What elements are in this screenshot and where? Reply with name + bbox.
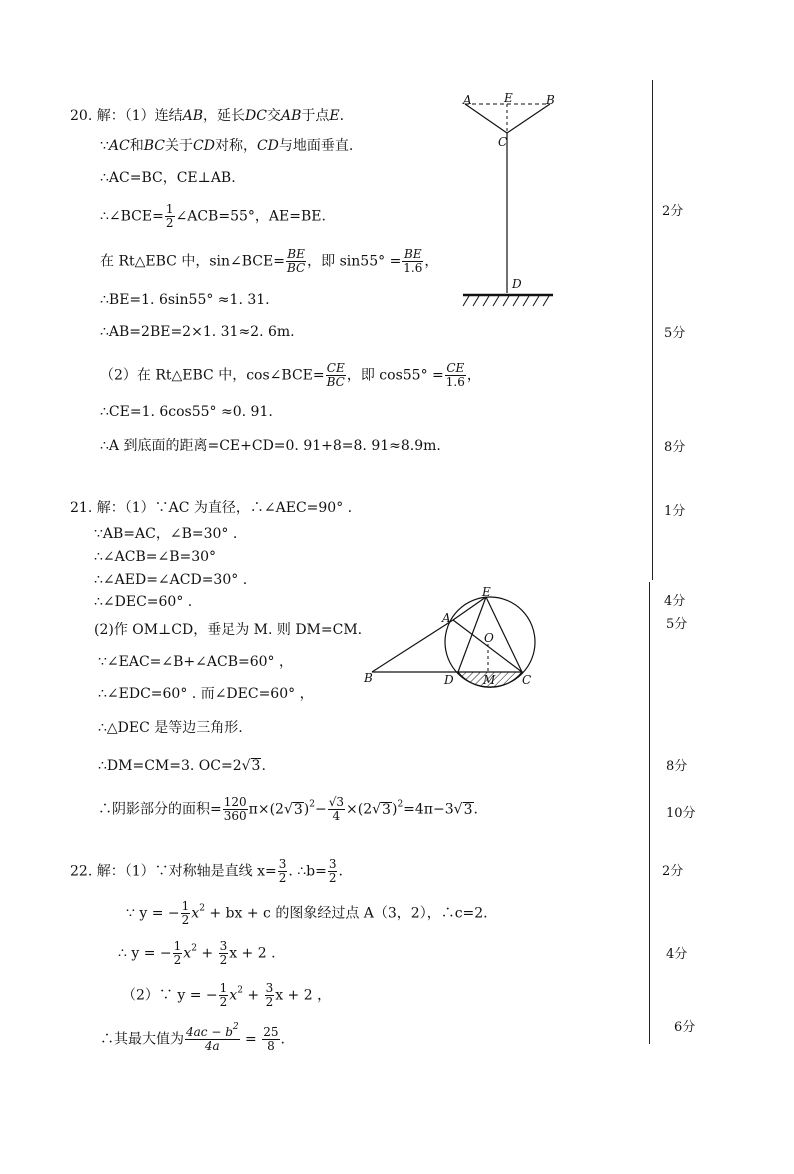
label-o: O [484,631,494,645]
line-ba [372,620,453,672]
p21-line2: ∵AB=AC，∠B=30° . [94,526,238,542]
line-ed [458,597,486,672]
circle-figure [360,580,540,690]
label-c: C [498,135,508,149]
problem-number: 20. [70,108,93,124]
problem-number: 21. [70,500,93,516]
score: 2分 [662,864,684,879]
label-a: A [442,611,451,625]
p20-line1: 20. 解：（1）连结AB，延长DC交AB于点E. [70,108,345,124]
score: 6分 [674,1020,696,1035]
p21-line8: ∴∠EDC=60° . 而∠DEC=60° ， [98,686,314,702]
problem-number: 22. [70,863,93,880]
p21-line4: ∴∠AED=∠ACD=30° . [94,572,248,588]
p20-line6: ∴BE=1. 6sin55° ≈1. 31. [100,292,270,308]
p20-line4: ∴∠BCE= $\frac{1}{2}$ ∠ACB=55°，AE=BE. [100,202,326,230]
line-bc [507,104,550,133]
score: 8分 [664,440,686,455]
p21-line5: ∴∠DEC=60° . [94,594,193,610]
label-c: C [522,673,532,687]
label-e: E [504,91,513,105]
p20-line2: ∵AC和BC关于CD对称，CD与地面垂直. [100,138,354,154]
p20-line9: ∴CE=1. 6cos55° ≈0. 91. [100,404,273,420]
p20-line8: （2）在 Rt△EBC 中，cos∠BCE= $\frac{CE}{BC}$ ，即 cos55° = $\frac{CE}{1.6}$ ， [100,361,481,389]
p22-line3: ∴ y = − $\frac{1}{2}$ $x^2$ + $\frac{3}{2}$ x + 2 . [118,939,276,967]
score: 4分 [664,594,686,609]
score: 8分 [666,759,688,774]
p20-line5: 在 Rt△EBC 中，sin∠BCE= $\frac{BE}{BC}$ ，即 sin55° = $\frac{BE}{1.6}$ ， [100,247,439,275]
score: 2分 [662,204,684,219]
score: 5分 [664,326,686,341]
p21-line10: ∴DM=CM=3. OC=2√3. [98,758,266,774]
p22-line1: 22. 解：（1）∵对称轴是直线 x= $\frac{3}{2}$ . ∴b= $\frac{3}{2}$ . [70,857,343,885]
p21-line1: 21. 解：（1）∵AC 为直径，∴∠AEC=90° . [70,500,353,516]
p21-line6: (2)作 OM⊥CD，垂足为 M. 则 DM=CM. [94,622,363,638]
p20-line10: ∴A 到底面的距离=CE+CD=0. 91+8=8. 91≈8.9m. [100,438,441,454]
p21-line3: ∴∠ACB=∠B=30° [94,549,217,565]
label-a: A [463,93,472,107]
p21-line11: ∴阴影部分的面积= $\frac{120}{360}$ $\pi\times(2√3)^2-$ $\frac{√3}{4}$ $\times(2√3)^2=4\pi-3√3$. [98,795,478,823]
score: 4分 [666,947,688,962]
score: 1分 [664,504,686,519]
pole-figure [455,88,565,318]
score: 10分 [666,806,696,821]
margin-line-upper [652,80,653,580]
line-ac [465,104,507,133]
label-e: E [482,585,491,599]
p22-line5: ∴其最大值为 $\frac{4ac - b^2}{4a}$ = $\frac{25}{8}$ . [100,1022,285,1053]
p21-line7: ∵∠EAC=∠B+∠ACB=60° ， [98,654,293,670]
margin-line-lower [649,582,650,1044]
label-m: M [483,673,496,687]
p22-line4: （2）∵ y = − $\frac{1}{2}$ $x^2$ + $\frac{3}{2}$ x + 2 ， [122,981,332,1009]
p22-line2: ∵ y = − $\frac{1}{2}$ $x^2$ + bx + c 的图象经过点 A（3，2），∴c=2. [126,899,488,927]
ground-hatch [463,296,549,306]
score: 5分 [666,617,688,632]
line-ae [453,597,486,620]
label-b: B [364,671,373,685]
p20-line3: ∴AC=BC，CE⊥AB. [100,170,236,186]
label-d: D [512,277,522,291]
label-b: B [546,93,555,107]
p21-line9: ∴△DEC 是等边三角形. [98,720,243,736]
p20-line7: ∴AB=2BE=2×1. 31≈2. 6m. [100,324,295,340]
label-d: D [444,673,454,687]
